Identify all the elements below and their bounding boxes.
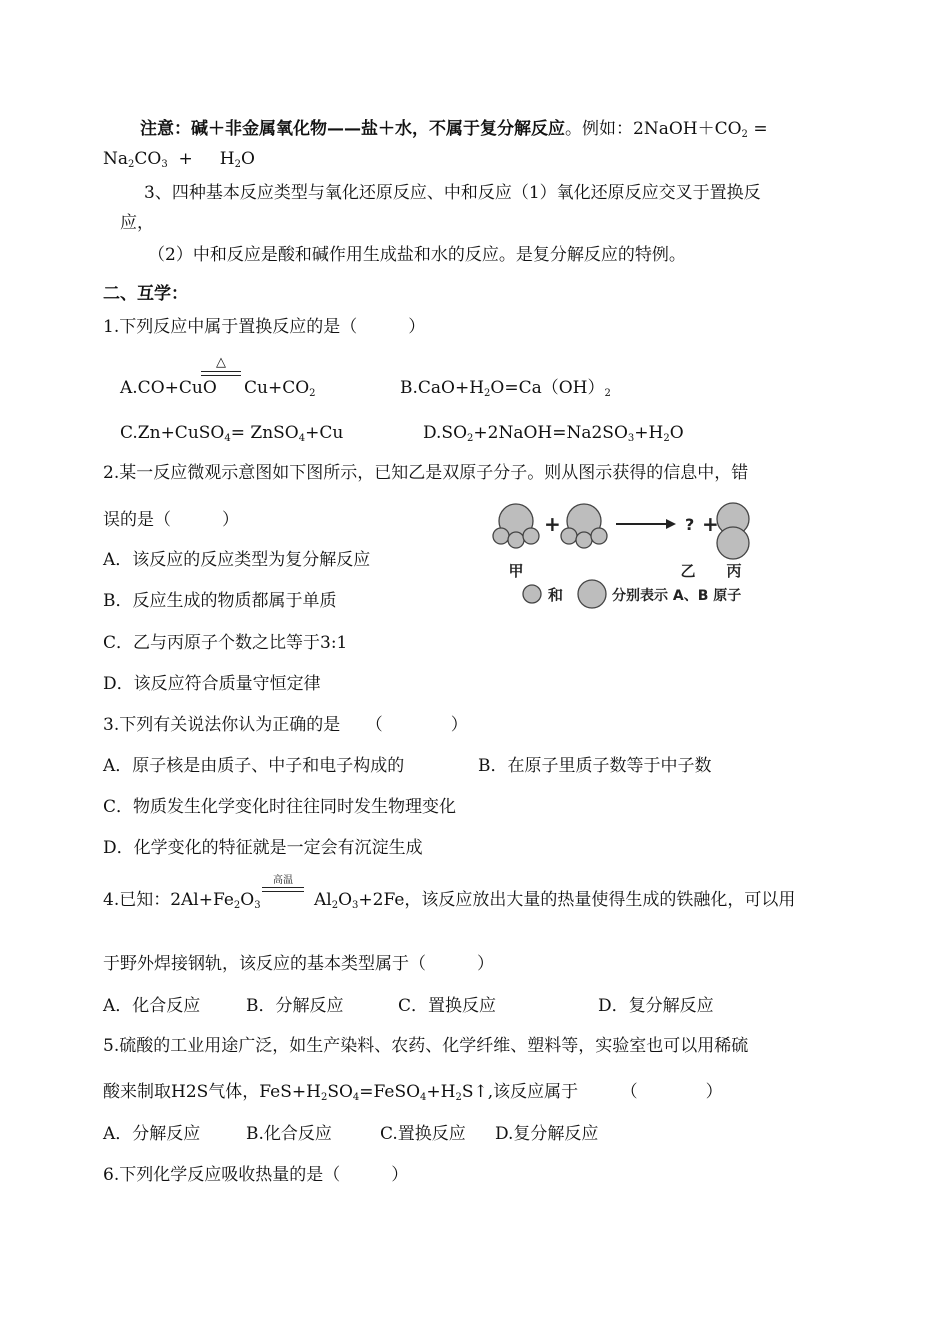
q2-stem-2: 误的是（ ） (103, 510, 239, 530)
q5-option-c: C.置换反应 (380, 1124, 466, 1144)
molecule-2-atom-a3 (591, 528, 607, 544)
q5-option-d: D.复分解反应 (495, 1124, 599, 1144)
point3-line1: 3、四种基本反应类型与氧化还原反应、中和反应（1）氧化还原反应交叉于置换反 (144, 183, 761, 203)
q4-option-a: A．化合反应 (103, 996, 201, 1016)
q1-stem: 1.下列反应中属于置换反应的是（ ） (103, 317, 426, 337)
reaction-diagram (488, 500, 778, 615)
q1-option-d: $D.SO_2+2NaOH=Na2SO_3+H_2O$ (423, 423, 684, 444)
label-jia: 甲 (508, 562, 524, 580)
q1-option-a-product: $Cu+CO_2$ (244, 378, 316, 399)
molecule-2-atom-a2 (576, 532, 592, 548)
q3-option-a: A．原子核是由质子、中子和电子构成的 (103, 756, 405, 776)
q3-option-c: C．物质发生化学变化时往往同时发生物理变化 (103, 797, 457, 817)
high-temperature-condition: 高温 (273, 875, 293, 886)
legend-atom-b (578, 580, 606, 608)
legend-and: 和 (548, 586, 564, 604)
q3-option-d: D．化学变化的特征就是一定会有沉淀生成 (103, 838, 423, 858)
section-title: 二、互学： (103, 284, 188, 304)
q4-stem-right: $Al_2O_3+2Fe$，该反应放出大量的热量使得生成的铁融化，可以用 (314, 890, 796, 911)
q6-stem: 6.下列化学反应吸收热量的是（ ） (103, 1165, 409, 1185)
q4-option-c: C．置换反应 (398, 996, 497, 1016)
q2-option-c: C．乙与丙原子个数之比等于3:1 (103, 633, 348, 653)
q3-stem: 3.下列有关说法你认为正确的是 （ ） (103, 715, 468, 735)
q2-option-b: B．反应生成的物质都属于单质 (103, 591, 337, 611)
q4-option-d: D．复分解反应 (598, 996, 714, 1016)
notice-line-2: $Na_2CO_3$ + $H_2O$ (103, 149, 255, 170)
q1-option-a: A.CO+CuO (120, 378, 217, 398)
q2-option-a: A．该反应的反应类型为复分解反应 (103, 550, 371, 570)
q5-stem-1: 5.硫酸的工业用途广泛，如生产染料、农药、化学纤维、塑料等，实验室也可以用稀硫 (103, 1036, 749, 1056)
molecule-2-atom-a1 (561, 528, 577, 544)
point3-line2: 应， (120, 213, 154, 233)
unknown-molecule: ? (685, 515, 695, 534)
label-yi: 乙 (680, 562, 696, 580)
q4-stem-left: 4.已知：$2Al+Fe_2O_3$ (103, 890, 261, 911)
q4-arrow (262, 874, 304, 904)
q1-arrow (201, 356, 241, 386)
q4-option-b: B．分解反应 (246, 996, 344, 1016)
plus-sign-1: + (544, 512, 561, 536)
notice-example: 。例如：$2NaOH+CO_2$ = (565, 119, 768, 140)
legend-text: 分别表示 A、B 原子 (612, 588, 742, 604)
q3-option-b: B．在原子里质子数等于中子数 (478, 756, 712, 776)
heat-symbol: △ (216, 355, 226, 370)
q5-option-b: B.化合反应 (246, 1124, 332, 1144)
q1-option-c: C.Zn+CuSO$_4$= ZnSO$_4$+Cu (120, 423, 344, 444)
notice-label: 注意：碱＋非金属氧化物——盐＋水，不属于复分解反应 (140, 119, 565, 139)
molecule-jia-atom-a3 (523, 528, 539, 544)
reaction-arrowhead (666, 519, 676, 529)
legend-atom-a (523, 585, 541, 603)
q5-stem-2: 酸来制取H2S气体，$FeS+H_2SO_4=FeSO_4+H_2S↑$,该反应属于 （ ） (103, 1082, 723, 1103)
plus-sign-2: + (702, 512, 719, 536)
q4-stem-2: 于野外焊接钢轨，该反应的基本类型属于（ ） (103, 954, 494, 974)
q2-stem-1: 2.某一反应微观示意图如下图所示，已知乙是双原子分子。则从图示获得的信息中，错 (103, 463, 749, 483)
q2-option-d: D．该反应符合质量守恒定律 (103, 674, 321, 694)
label-bing: 丙 (726, 562, 742, 580)
molecule-jia-atom-a2 (508, 532, 524, 548)
q5-option-a: A．分解反应 (103, 1124, 201, 1144)
molecule-jia-atom-a1 (493, 528, 509, 544)
point3-line3: （2）中和反应是酸和碱作用生成盐和水的反应。是复分解反应的特例。 (148, 245, 686, 265)
q1-option-b: $B.CaO+H_2O=Ca(OH)_2$ (400, 378, 611, 399)
molecule-bing-atom-2 (717, 527, 749, 559)
notice-line (140, 118, 768, 140)
reaction-diagram-svg (488, 500, 778, 615)
